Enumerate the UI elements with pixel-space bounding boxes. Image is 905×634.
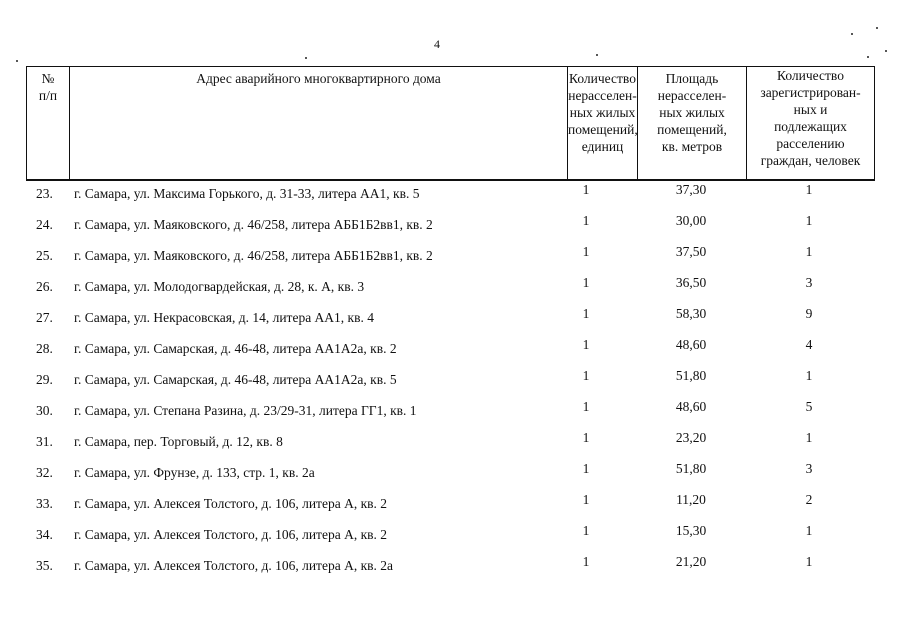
row-count: 1	[582, 523, 590, 538]
row-area: 48,60	[675, 399, 707, 414]
header-people-line: расселению	[776, 136, 845, 151]
header-count-line: ных жилых	[569, 105, 636, 120]
header-area	[637, 67, 746, 179]
row-address: г. Самара, ул. Молодогвардейская, д. 28, к. А, кв. 3	[74, 279, 365, 294]
row-area: 11,20	[676, 492, 706, 507]
row-area: 21,20	[675, 554, 707, 569]
table-row	[26, 490, 875, 521]
row-address: г. Самара, ул. Максима Горького, д. 31-33, литера АА1, кв. 5	[74, 186, 420, 201]
header-people-line: подлежащих	[774, 119, 847, 134]
row-address: г. Самара, ул. Маяковского, д. 46/258, литера АББ1Б2вв1, кв. 2	[74, 248, 433, 263]
table-row	[26, 397, 875, 428]
row-people: 3	[805, 461, 813, 476]
table-row	[26, 335, 875, 366]
row-count: 1	[582, 275, 590, 290]
row-people: 9	[805, 306, 813, 321]
row-count: 1	[582, 430, 590, 445]
header-people-line: ных и	[793, 102, 828, 117]
scan-speck	[851, 33, 853, 35]
row-number: 32.	[36, 465, 53, 480]
header-count-line: помещений,	[568, 122, 638, 137]
scan-speck	[16, 60, 18, 62]
table-row	[26, 211, 875, 242]
header-address-line: Адрес аварийного многоквартирного дома	[196, 71, 441, 86]
page-number: 4	[434, 37, 440, 51]
header-area-line: ных жилых	[659, 105, 725, 120]
header-people	[746, 67, 874, 179]
row-area: 30,00	[675, 213, 707, 228]
row-address: г. Самара, ул. Алексея Толстого, д. 106, литера А, кв. 2	[74, 496, 387, 511]
row-people: 3	[805, 275, 813, 290]
row-number: 33.	[36, 496, 53, 511]
row-area: 36,50	[675, 275, 707, 290]
table-row	[26, 242, 875, 273]
row-number: 29.	[36, 372, 53, 387]
row-people: 1	[805, 523, 813, 538]
row-number: 30.	[36, 403, 53, 418]
table-row	[26, 459, 875, 490]
header-area-line: нерасселен-	[657, 88, 727, 103]
header-count-line: Количество	[569, 71, 636, 86]
table-header	[26, 66, 875, 181]
row-address: г. Самара, ул. Алексея Толстого, д. 106, литера А, кв. 2а	[74, 558, 393, 573]
scan-speck	[596, 54, 598, 56]
row-count: 1	[582, 461, 590, 476]
row-people: 1	[805, 430, 813, 445]
header-num-line: п/п	[38, 88, 58, 103]
header-count-line: единиц	[581, 139, 624, 154]
row-area: 51,80	[675, 368, 707, 383]
row-number: 28.	[36, 341, 53, 356]
row-people: 2	[805, 492, 813, 507]
row-area: 23,20	[675, 430, 707, 445]
scan-speck	[876, 27, 878, 29]
row-number: 24.	[36, 217, 53, 232]
row-count: 1	[582, 337, 590, 352]
row-count: 1	[582, 554, 590, 569]
row-people: 4	[805, 337, 813, 352]
header-area-line: Площадь	[665, 71, 719, 86]
row-count: 1	[582, 306, 590, 321]
header-people-line: Количество	[777, 68, 844, 83]
row-number: 35.	[36, 558, 53, 573]
row-number: 27.	[36, 310, 53, 325]
row-count: 1	[582, 213, 590, 228]
row-number: 34.	[36, 527, 53, 542]
row-address: г. Самара, ул. Некрасовская, д. 14, литера АА1, кв. 4	[74, 310, 374, 325]
row-count: 1	[582, 244, 590, 259]
row-people: 1	[805, 213, 813, 228]
row-area: 48,60	[675, 337, 707, 352]
row-address: г. Самара, ул. Самарская, д. 46-48, литера АА1А2а, кв. 2	[74, 341, 397, 356]
row-address: г. Самара, ул. Маяковского, д. 46/258, литера АББ1Б2вв1, кв. 2	[74, 217, 433, 232]
row-area: 51,80	[675, 461, 707, 476]
table-row	[26, 521, 875, 552]
row-number: 23.	[36, 186, 53, 201]
header-people-line: зарегистрирован-	[760, 85, 861, 100]
row-area: 15,30	[675, 523, 707, 538]
row-area: 58,30	[675, 306, 707, 321]
table-row	[26, 304, 875, 335]
row-number: 26.	[36, 279, 53, 294]
header-count-line: нерасселен-	[568, 88, 637, 103]
row-count: 1	[582, 182, 590, 197]
row-people: 1	[805, 554, 813, 569]
header-num	[27, 67, 69, 179]
row-address: г. Самара, пер. Торговый, д. 12, кв. 8	[74, 434, 283, 449]
row-address: г. Самара, ул. Фрунзе, д. 133, стр. 1, кв. 2а	[74, 465, 315, 480]
header-num-line: №	[41, 71, 55, 86]
row-number: 25.	[36, 248, 53, 263]
row-people: 1	[805, 244, 813, 259]
scan-speck	[305, 57, 307, 59]
scan-speck	[885, 50, 887, 52]
scan-speck	[867, 56, 869, 58]
row-people: 1	[805, 182, 813, 197]
header-people-line: граждан, человек	[760, 153, 861, 168]
row-address: г. Самара, ул. Самарская, д. 46-48, литера АА1А2а, кв. 5	[74, 372, 397, 387]
table-row	[26, 273, 875, 304]
table-row	[26, 552, 875, 583]
row-people: 1	[805, 368, 813, 383]
row-address: г. Самара, ул. Алексея Толстого, д. 106, литера А, кв. 2	[74, 527, 387, 542]
row-address: г. Самара, ул. Степана Разина, д. 23/29-31, литера ГГ1, кв. 1	[74, 403, 417, 418]
header-count	[567, 67, 637, 179]
header-address	[69, 67, 567, 179]
row-count: 1	[582, 399, 590, 414]
row-area: 37,30	[675, 182, 707, 197]
header-area-line: помещений,	[657, 122, 727, 137]
row-count: 1	[582, 492, 590, 507]
header-area-line: кв. метров	[661, 139, 723, 154]
table-row	[26, 428, 875, 459]
row-people: 5	[805, 399, 813, 414]
row-number: 31.	[36, 434, 53, 449]
table-row	[26, 366, 875, 397]
row-count: 1	[582, 368, 590, 383]
row-area: 37,50	[675, 244, 707, 259]
table-row	[26, 180, 875, 211]
